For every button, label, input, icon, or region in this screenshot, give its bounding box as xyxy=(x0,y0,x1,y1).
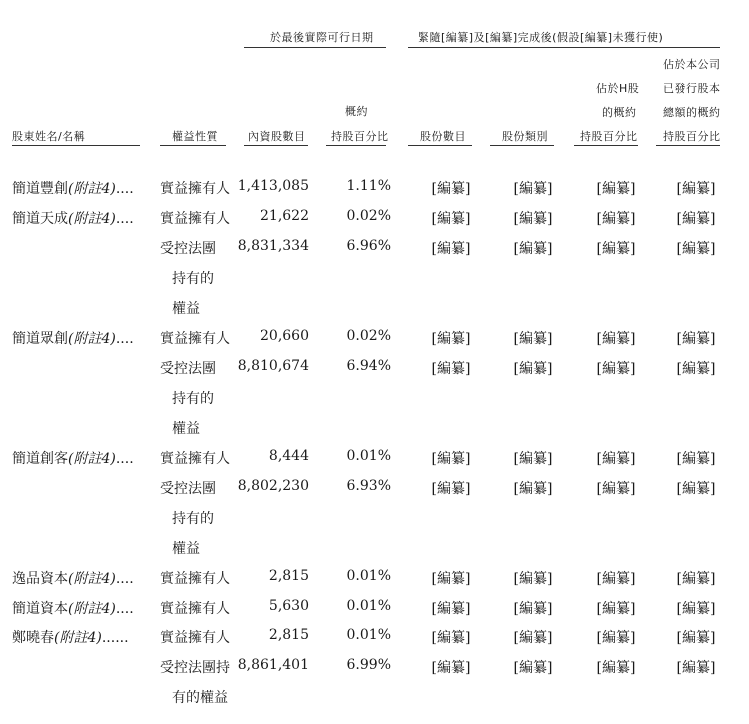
nature-of-interest-line: 受控法團 xyxy=(160,481,216,497)
domestic-share-count: 8,810,674 xyxy=(237,358,309,374)
shareholder-note: (附註4) xyxy=(68,181,116,197)
redacted-cell: [編纂] xyxy=(596,181,636,197)
group-header-latest-date: 於最後實際可行日期 xyxy=(270,31,374,44)
shareholder-note: (附註4) xyxy=(68,451,116,467)
shareholding-percentage: 0.01% xyxy=(346,568,391,584)
nature-of-interest-line: 有的權益 xyxy=(172,690,228,706)
redacted-cell: [編纂] xyxy=(431,331,471,347)
nature-of-interest-line: 持有的 xyxy=(172,271,214,287)
shareholder-name: 簡道創客 xyxy=(12,451,68,467)
redacted-cell: [編纂] xyxy=(676,601,716,617)
redacted-cell: [編纂] xyxy=(596,481,636,497)
shareholder-name-cell xyxy=(12,328,134,348)
rule-pct1 xyxy=(326,145,386,146)
nature-of-interest-line: 實益擁有人 xyxy=(160,331,230,347)
redacted-cell: [編纂] xyxy=(431,241,471,257)
shareholder-name: 簡道天成 xyxy=(12,211,68,227)
nature-of-interest-line: 實益擁有人 xyxy=(160,211,230,227)
rule-shareholder xyxy=(12,145,140,146)
shareholding-percentage: 0.01% xyxy=(346,627,391,643)
domestic-share-count: 8,802,230 xyxy=(237,478,309,494)
redacted-cell: [編纂] xyxy=(596,361,636,377)
shareholding-percentage: 0.01% xyxy=(346,448,391,464)
col-header-total-pct-line2: 已發行股本 xyxy=(663,82,721,95)
shareholder-name-cell xyxy=(12,208,134,228)
redacted-cell: [編纂] xyxy=(676,331,716,347)
redacted-cell: [編纂] xyxy=(431,481,471,497)
shareholder-name: 鄭曉春 xyxy=(12,630,54,646)
col-header-total-pct-line3: 總額的概約 xyxy=(663,106,721,119)
nature-of-interest-line: 持有的 xyxy=(172,391,214,407)
domestic-share-count: 2,815 xyxy=(268,627,309,643)
col-header-pct1-line2: 持股百分比 xyxy=(331,130,389,143)
domestic-share-count: 8,444 xyxy=(268,448,309,464)
nature-of-interest-line: 受控法團持 xyxy=(160,660,230,676)
redacted-cell: [編纂] xyxy=(513,660,553,676)
domestic-share-count: 21,622 xyxy=(260,208,309,224)
group-header-after-completion: 緊隨[編纂]及[編纂]完成後(假設[編纂]未獲行使) xyxy=(418,31,664,44)
leader-dots: .... xyxy=(115,181,134,197)
redacted-cell: [編纂] xyxy=(431,361,471,377)
shareholding-percentage: 0.02% xyxy=(346,328,391,344)
rule-shares xyxy=(408,145,472,146)
nature-of-interest-line: 實益擁有人 xyxy=(160,571,230,587)
redacted-cell: [編纂] xyxy=(596,241,636,257)
col-header-h-pct-line3: 持股百分比 xyxy=(580,130,638,143)
redacted-cell: [編纂] xyxy=(513,181,553,197)
redacted-cell: [編纂] xyxy=(596,331,636,347)
redacted-cell: [編纂] xyxy=(596,211,636,227)
redacted-cell: [編纂] xyxy=(513,571,553,587)
leader-dots: .... xyxy=(115,571,134,587)
redacted-cell: [編纂] xyxy=(513,361,553,377)
redacted-cell: [編纂] xyxy=(596,571,636,587)
shareholding-percentage: 6.99% xyxy=(346,657,391,673)
shareholder-name-cell xyxy=(12,598,134,618)
domestic-share-count: 2,815 xyxy=(268,568,309,584)
leader-dots: ...... xyxy=(101,630,129,646)
redacted-cell: [編纂] xyxy=(676,211,716,227)
redacted-cell: [編纂] xyxy=(676,241,716,257)
redacted-cell: [編纂] xyxy=(676,481,716,497)
redacted-cell: [編纂] xyxy=(431,601,471,617)
redacted-cell: [編纂] xyxy=(431,630,471,646)
redacted-cell: [編纂] xyxy=(596,630,636,646)
redacted-cell: [編纂] xyxy=(676,571,716,587)
rule-total-pct xyxy=(656,145,720,146)
nature-of-interest-line: 權益 xyxy=(172,421,200,437)
col-header-domestic-shares: 內資股數目 xyxy=(248,130,306,143)
shareholder-name: 簡道豐創 xyxy=(12,181,68,197)
redacted-cell: [編纂] xyxy=(513,451,553,467)
nature-of-interest-line: 實益擁有人 xyxy=(160,630,230,646)
col-header-h-pct-line2: 的概約 xyxy=(602,106,637,119)
shareholding-percentage: 6.94% xyxy=(346,358,391,374)
col-header-number-of-shares: 股份數目 xyxy=(420,130,466,143)
shareholder-note: (附註4) xyxy=(68,331,116,347)
redacted-cell: [編纂] xyxy=(431,660,471,676)
col-header-total-pct-line4: 持股百分比 xyxy=(663,130,721,143)
shareholder-note: (附註4) xyxy=(54,630,102,646)
nature-of-interest-line: 受控法團 xyxy=(160,241,216,257)
redacted-cell: [編纂] xyxy=(431,181,471,197)
shareholding-percentage: 1.11% xyxy=(346,178,391,194)
domestic-share-count: 8,831,334 xyxy=(237,238,309,254)
shareholder-name-cell xyxy=(12,627,129,647)
nature-of-interest-line: 權益 xyxy=(172,541,200,557)
rule-class xyxy=(490,145,554,146)
redacted-cell: [編纂] xyxy=(513,331,553,347)
redacted-cell: [編纂] xyxy=(676,181,716,197)
rule-nature xyxy=(160,145,226,146)
shareholder-name: 簡道眾創 xyxy=(12,331,68,347)
redacted-cell: [編纂] xyxy=(431,211,471,227)
redacted-cell: [編纂] xyxy=(513,211,553,227)
redacted-cell: [編纂] xyxy=(513,601,553,617)
domestic-share-count: 5,630 xyxy=(268,598,309,614)
nature-of-interest-line: 實益擁有人 xyxy=(160,451,230,467)
nature-of-interest-line: 實益擁有人 xyxy=(160,601,230,617)
redacted-cell: [編纂] xyxy=(513,241,553,257)
col-header-share-class: 股份類別 xyxy=(502,130,548,143)
redacted-cell: [編纂] xyxy=(676,660,716,676)
redacted-cell: [編纂] xyxy=(596,601,636,617)
shareholder-name: 簡道資本 xyxy=(12,601,68,617)
leader-dots: .... xyxy=(115,451,134,467)
nature-of-interest-line: 持有的 xyxy=(172,511,214,527)
redacted-cell: [編纂] xyxy=(431,451,471,467)
col-header-shareholder: 股東姓名/名稱 xyxy=(12,130,86,143)
shareholder-note: (附註4) xyxy=(68,571,116,587)
leader-dots: .... xyxy=(115,211,134,227)
col-header-h-pct-line1: 佔於H股 xyxy=(596,82,640,95)
leader-dots: .... xyxy=(115,601,134,617)
leader-dots: .... xyxy=(115,331,134,347)
domestic-share-count: 1,413,085 xyxy=(237,178,309,194)
shareholding-percentage: 6.96% xyxy=(346,238,391,254)
domestic-share-count: 20,660 xyxy=(260,328,309,344)
group-header-latest-date-rule xyxy=(244,47,386,48)
redacted-cell: [編纂] xyxy=(431,571,471,587)
redacted-cell: [編纂] xyxy=(676,361,716,377)
redacted-cell: [編纂] xyxy=(513,630,553,646)
rule-domestic xyxy=(244,145,308,146)
redacted-cell: [編纂] xyxy=(676,630,716,646)
col-header-pct1-line1: 概約 xyxy=(345,105,368,118)
shareholder-note: (附註4) xyxy=(68,211,116,227)
group-header-after-completion-rule xyxy=(408,47,720,48)
nature-of-interest-line: 受控法團 xyxy=(160,361,216,377)
nature-of-interest-line: 實益擁有人 xyxy=(160,181,230,197)
shareholder-note: (附註4) xyxy=(68,601,116,617)
shareholding-percentage: 6.93% xyxy=(346,478,391,494)
shareholding-percentage: 0.02% xyxy=(346,208,391,224)
redacted-cell: [編纂] xyxy=(676,451,716,467)
shareholder-name-cell xyxy=(12,448,134,468)
redacted-cell: [編纂] xyxy=(596,660,636,676)
shareholder-name-cell xyxy=(12,568,134,588)
col-header-nature: 權益性質 xyxy=(172,130,218,143)
rule-h-pct xyxy=(574,145,638,146)
redacted-cell: [編纂] xyxy=(513,481,553,497)
redacted-cell: [編纂] xyxy=(596,451,636,467)
nature-of-interest-line: 權益 xyxy=(172,301,200,317)
col-header-total-pct-line1: 佔於本公司 xyxy=(663,58,721,71)
domestic-share-count: 8,861,401 xyxy=(237,657,309,673)
shareholder-name-cell xyxy=(12,178,134,198)
shareholder-name: 逸品資本 xyxy=(12,571,68,587)
shareholding-percentage: 0.01% xyxy=(346,598,391,614)
